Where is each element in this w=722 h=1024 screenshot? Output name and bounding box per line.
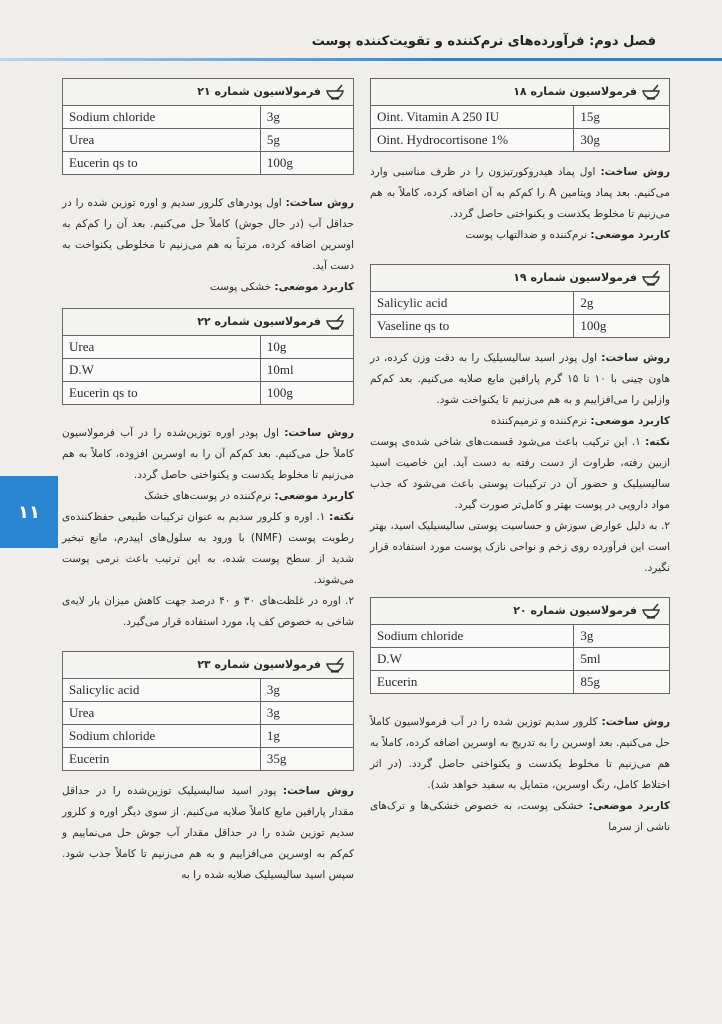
usage-paragraph: کاربرد موضعی: خشکی پوست [209,281,354,293]
formulation-23-table [62,651,354,771]
formulation-18-table [370,78,670,152]
method-paragraph: روش ساخت: اول پماد هیدروکورتیزون را در ظرف مناسبی وارد می‌کنیم. بعد پماد ویتامین A را کم‌کم به آن اضافه کرده، کاملاً به هم می‌زنیم تا مخلوط یکدست و یکنواختی حاصل گردد. [370,166,671,220]
mortar-pestle-icon [641,270,661,286]
table-row: D.W 10ml [63,359,354,382]
usage-paragraph: کاربرد موضعی: نرم‌کننده در پوست‌های خشک [144,490,354,502]
formulation-22-table [62,308,354,405]
note-paragraph: ۲. به دلیل عوارض سوزش و حساسیت پوستی سالیسیلیک اسید، بهتر است این فرآورده روی زخم و نواحی نازک پوست مورد استفاده قرار نگیرد. [370,520,670,574]
table-row: Urea 5g [63,129,354,152]
method-paragraph: روش ساخت: اول پودر اوره توزین‌شده را در آب فرمولاسیون کاملاً حل می‌کنیم. بعد کم‌کم آن را به اوسرین افزوده، کاملاً به هم می‌زنیم تا مخلوط یکدست و یکنواختی حاصل گردد. [62,427,354,481]
table-row: Eucerin qs to 100g [63,382,354,405]
mortar-pestle-icon [641,84,661,100]
formulation-19-title: فرمولاسیون شماره ۱۹ [513,271,637,284]
usage-paragraph: کاربرد موضعی: نرم‌کننده و ترمیم‌کننده [490,415,670,427]
table-row: Urea 10g [63,336,354,359]
method-paragraph: روش ساخت: کلرور سدیم توزین شده را در آب فرمولاسیون کاملاً حل می‌کنیم. بعد اوسرین را به تدریج به اوسرین اضافه کرده، کاملاً به هم می‌زنیم تا مخلوط یکدست و یکنواختی حاصل گردد. (در اثر اختلاط کامل، رنگ اوسرین، متمایل به سفید خواهد شد). [370,716,670,791]
table-row: Oint. Hydrocortisone 1% 30g [371,129,670,152]
formulation-18-title: فرمولاسیون شماره ۱۸ [513,85,637,98]
right-column [370,78,670,838]
usage-paragraph: کاربرد موضعی: نرم‌کننده و ضدالتهاب پوست [465,229,670,241]
chapter-title: فصل دوم: فرآورده‌های نرم‌کننده و تقویت‌کننده پوست [311,34,656,49]
note-paragraph: نکته: ۱. این ترکیب باعث می‌شود قسمت‌های شاخی شده‌ی پوست ازبین رفته، طراوت از دست رفته به دست آید. این خاصیت اسید سالیسیلیک و حضور آن در ترکیبات پوستی باعث می‌شود که جذب مواد دارویی در پوست بهتر و کامل‌تر صورت گیرد. [370,436,670,511]
page-number-tab: ۱۱ [0,476,58,548]
mortar-pestle-icon [325,314,345,330]
formulation-19-table [370,264,670,338]
table-row: Salicylic acid 2g [371,292,670,315]
formulation-20-table [370,597,670,694]
table-row: Sodium chloride 1g [63,725,354,748]
formulation-21-title: فرمولاسیون شماره ۲۱ [197,85,321,98]
table-row: Eucerin 35g [63,748,354,771]
table-row: Sodium chloride 3g [63,106,354,129]
table-row: Oint. Vitamin A 250 IU 15g [371,106,670,129]
table-row: Urea 3g [63,702,354,725]
header-divider [0,58,722,61]
table-row: Sodium chloride 3g [371,625,670,648]
formulation-21-table [62,78,354,175]
mortar-pestle-icon [325,657,345,673]
mortar-pestle-icon [325,84,345,100]
usage-paragraph: کاربرد موضعی: خشکی پوست، به خصوص خشکی‌ها و ترک‌های ناشی از سرما [370,800,671,833]
table-row: Eucerin qs to 100g [63,152,354,175]
method-paragraph: روش ساخت: پودر اسید سالیسیلیک توزین‌شده را در حداقل مقدار پارافین مایع کاملاً صلایه می‌کنیم. از سوی دیگر اوره و کلرور سدیم توزین شده را در حداقل مقدار آب جوش حل می‌نماییم و کم‌کم به اوسرین می‌افزاییم و به هم می‌زنیم تا کاملاً جذب شود. سپس اسید سالیسیلیک صلایه شده را به [62,785,354,881]
formulation-23-title: فرمولاسیون شماره ۲۳ [197,658,321,671]
table-row: D.W 5ml [371,648,670,671]
table-row: Salicylic acid 3g [63,679,354,702]
method-paragraph: روش ساخت: اول پودر اسید سالیسیلیک را به دقت وزن کرده، در هاون چینی با ۱۰ تا ۱۵ گرم پارافین مایع صلایه می‌کنیم. بعد کم‌کم وازلین را می‌افزاییم و به هم می‌زنیم تا یکنواخت شود. [370,352,670,406]
note-paragraph: ۲. اوره در غلظت‌های ۳۰ و ۴۰ درصد جهت کاهش میزان بار لایه‌ی شاخی به خصوص کف پا، مورد استفاده قرار می‌گیرد. [62,595,355,628]
table-row: Vaseline qs to 100g [371,315,670,338]
mortar-pestle-icon [641,603,661,619]
formulation-20-title: فرمولاسیون شماره ۲۰ [513,604,637,617]
table-row: Eucerin 85g [371,671,670,694]
method-paragraph: روش ساخت: اول پودرهای کلرور سدیم و اوره توزین شده را در حداقل آب (در حال جوش) کاملاً حل می‌کنیم. بعد آن را کم‌کم به اوسرین اضافه کرده، مرتباً به هم می‌زنیم تا مخلوطی یکنواخت به دست آید. [62,197,354,272]
left-column [62,78,354,886]
note-paragraph: نکته: ۱. اوره و کلرور سدیم به عنوان ترکیبات طبیعی حفظ‌کننده‌ی رطوبت پوست (NMF) با ورود به سلول‌های اپیدرم، مانع تبخیر شدید از سطح پوست شده، به این ترتیب باعث نرمی پوست می‌شوند. [62,511,355,586]
formulation-22-title: فرمولاسیون شماره ۲۲ [197,315,321,328]
